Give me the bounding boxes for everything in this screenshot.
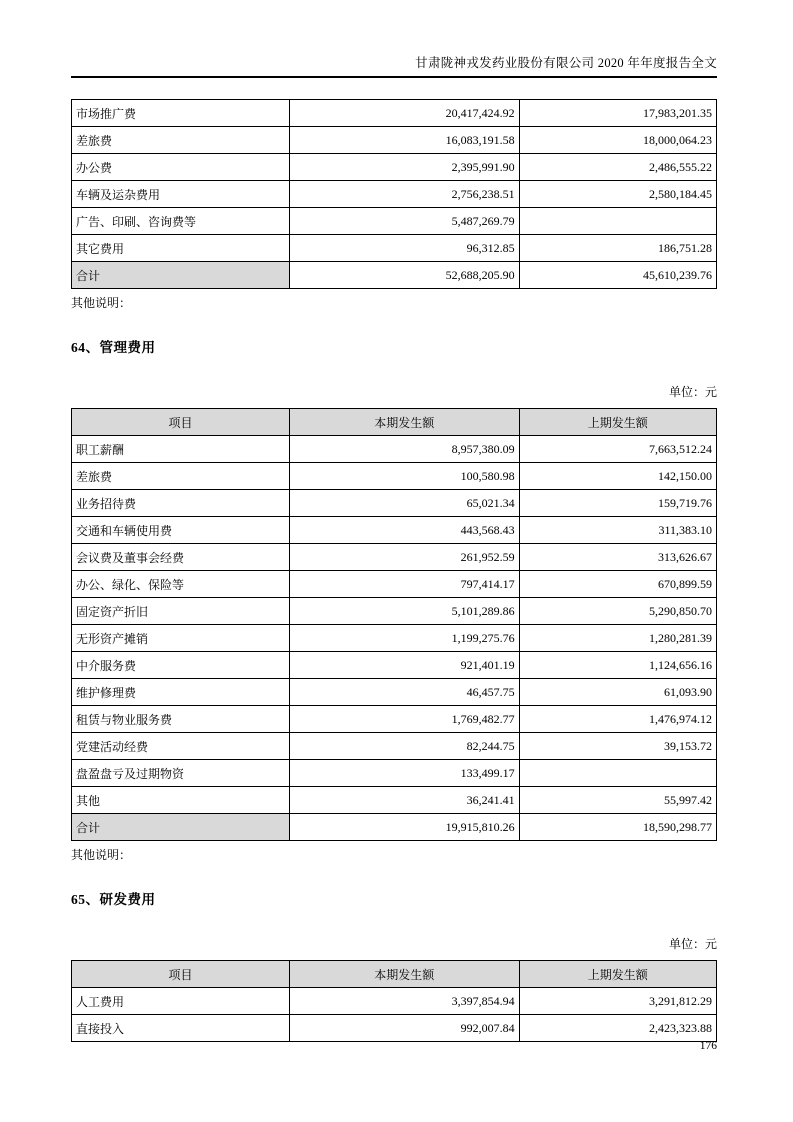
prior-amount-cell: 313,626.67 — [519, 544, 716, 571]
prior-amount-cell — [519, 208, 716, 235]
current-amount-cell: 133,499.17 — [290, 760, 520, 787]
item-cell: 合计 — [72, 262, 290, 289]
column-header-current-period: 本期发生额 — [290, 961, 520, 988]
prior-amount-cell: 142,150.00 — [519, 463, 716, 490]
current-amount-cell: 5,487,269.79 — [290, 208, 520, 235]
admin-expenses-table — [71, 408, 717, 841]
rd-expenses-table — [71, 960, 717, 1042]
prior-amount-cell: 7,663,512.24 — [519, 436, 716, 463]
header-title: 甘肃陇神戎发药业股份有限公司 2020 年年度报告全文 — [415, 56, 717, 70]
current-amount-cell: 3,397,854.94 — [290, 988, 520, 1015]
item-cell: 盘盈盘亏及过期物资 — [72, 760, 290, 787]
prior-amount-cell: 39,153.72 — [519, 733, 716, 760]
table-row — [72, 598, 717, 625]
current-amount-cell: 96,312.85 — [290, 235, 520, 262]
current-amount-cell: 921,401.19 — [290, 652, 520, 679]
current-amount-cell: 443,568.43 — [290, 517, 520, 544]
table-row — [72, 988, 717, 1015]
table-row — [72, 235, 717, 262]
prior-amount-cell: 311,383.10 — [519, 517, 716, 544]
prior-amount-cell: 45,610,239.76 — [519, 262, 716, 289]
table-row — [72, 208, 717, 235]
item-cell: 业务招待费 — [72, 490, 290, 517]
table-row — [72, 706, 717, 733]
prior-amount-cell: 1,280,281.39 — [519, 625, 716, 652]
other-notes-label: 其他说明： — [71, 848, 132, 862]
current-amount-cell: 261,952.59 — [290, 544, 520, 571]
prior-amount-cell: 18,590,298.77 — [519, 814, 716, 841]
prior-amount-cell: 61,093.90 — [519, 679, 716, 706]
item-cell: 人工费用 — [72, 988, 290, 1015]
section-64-heading: 64、管理费用 — [71, 340, 156, 355]
item-cell: 党建活动经费 — [72, 733, 290, 760]
table-row — [72, 100, 717, 127]
table-row — [72, 1015, 717, 1042]
column-header-prior-period: 上期发生额 — [519, 409, 716, 436]
table-header-row — [72, 409, 717, 436]
table-row — [72, 733, 717, 760]
current-amount-cell: 2,756,238.51 — [290, 181, 520, 208]
item-cell: 办公费 — [72, 154, 290, 181]
item-cell: 职工薪酬 — [72, 436, 290, 463]
table-row — [72, 127, 717, 154]
prior-amount-cell: 1,476,974.12 — [519, 706, 716, 733]
prior-amount-cell: 1,124,656.16 — [519, 652, 716, 679]
current-amount-cell: 65,021.34 — [290, 490, 520, 517]
table-row — [72, 463, 717, 490]
current-amount-cell: 5,101,289.86 — [290, 598, 520, 625]
current-amount-cell: 1,769,482.77 — [290, 706, 520, 733]
item-cell: 合计 — [72, 814, 290, 841]
table-row — [72, 436, 717, 463]
item-cell: 广告、印刷、咨询费等 — [72, 208, 290, 235]
table-row — [72, 787, 717, 814]
section-65-heading: 65、研发费用 — [71, 892, 156, 907]
prior-amount-cell: 2,486,555.22 — [519, 154, 716, 181]
table-row — [72, 181, 717, 208]
prior-amount-cell: 186,751.28 — [519, 235, 716, 262]
table-row — [72, 625, 717, 652]
current-amount-cell: 2,395,991.90 — [290, 154, 520, 181]
prior-amount-cell: 2,580,184.45 — [519, 181, 716, 208]
prior-amount-cell: 3,291,812.29 — [519, 988, 716, 1015]
item-cell: 直接投入 — [72, 1015, 290, 1042]
current-amount-cell: 82,244.75 — [290, 733, 520, 760]
table-row — [72, 760, 717, 787]
prior-amount-cell: 55,997.42 — [519, 787, 716, 814]
prior-amount-cell — [519, 760, 716, 787]
item-cell: 会议费及董事会经费 — [72, 544, 290, 571]
item-cell: 车辆及运杂费用 — [72, 181, 290, 208]
item-cell: 维护修理费 — [72, 679, 290, 706]
table-total-row — [72, 262, 717, 289]
selling-expenses-table — [71, 99, 717, 289]
page-number: 176 — [699, 1040, 717, 1052]
current-amount-cell: 20,417,424.92 — [290, 100, 520, 127]
item-cell: 固定资产折旧 — [72, 598, 290, 625]
item-cell: 差旅费 — [72, 127, 290, 154]
page-content — [71, 0, 717, 1042]
prior-amount-cell: 17,983,201.35 — [519, 100, 716, 127]
column-header-prior-period: 上期发生额 — [519, 961, 716, 988]
table-row — [72, 571, 717, 598]
prior-amount-cell: 670,899.59 — [519, 571, 716, 598]
unit-label-64: 单位：元 — [668, 385, 717, 399]
item-cell: 其他 — [72, 787, 290, 814]
table-row — [72, 544, 717, 571]
current-amount-cell: 797,414.17 — [290, 571, 520, 598]
item-cell: 办公、绿化、保险等 — [72, 571, 290, 598]
table-row — [72, 652, 717, 679]
report-header — [71, 0, 717, 78]
table-header-row — [72, 961, 717, 988]
item-cell: 无形资产摊销 — [72, 625, 290, 652]
prior-amount-cell: 5,290,850.70 — [519, 598, 716, 625]
table-row — [72, 490, 717, 517]
current-amount-cell: 46,457.75 — [290, 679, 520, 706]
prior-amount-cell: 18,000,064.23 — [519, 127, 716, 154]
other-notes-label: 其他说明： — [71, 296, 132, 310]
current-amount-cell: 52,688,205.90 — [290, 262, 520, 289]
item-cell: 差旅费 — [72, 463, 290, 490]
column-header-current-period: 本期发生额 — [290, 409, 520, 436]
prior-amount-cell: 2,423,323.88 — [519, 1015, 716, 1042]
table-row — [72, 517, 717, 544]
current-amount-cell: 16,083,191.58 — [290, 127, 520, 154]
item-cell: 租赁与物业服务费 — [72, 706, 290, 733]
item-cell: 其它费用 — [72, 235, 290, 262]
current-amount-cell: 8,957,380.09 — [290, 436, 520, 463]
unit-label-65: 单位：元 — [668, 937, 717, 951]
item-cell: 交通和车辆使用费 — [72, 517, 290, 544]
table-row — [72, 154, 717, 181]
table-row — [72, 679, 717, 706]
current-amount-cell: 19,915,810.26 — [290, 814, 520, 841]
current-amount-cell: 992,007.84 — [290, 1015, 520, 1042]
column-header-item: 项目 — [72, 961, 290, 988]
column-header-item: 项目 — [72, 409, 290, 436]
item-cell: 市场推广费 — [72, 100, 290, 127]
prior-amount-cell: 159,719.76 — [519, 490, 716, 517]
item-cell: 中介服务费 — [72, 652, 290, 679]
current-amount-cell: 100,580.98 — [290, 463, 520, 490]
current-amount-cell: 36,241.41 — [290, 787, 520, 814]
current-amount-cell: 1,199,275.76 — [290, 625, 520, 652]
table-total-row — [72, 814, 717, 841]
